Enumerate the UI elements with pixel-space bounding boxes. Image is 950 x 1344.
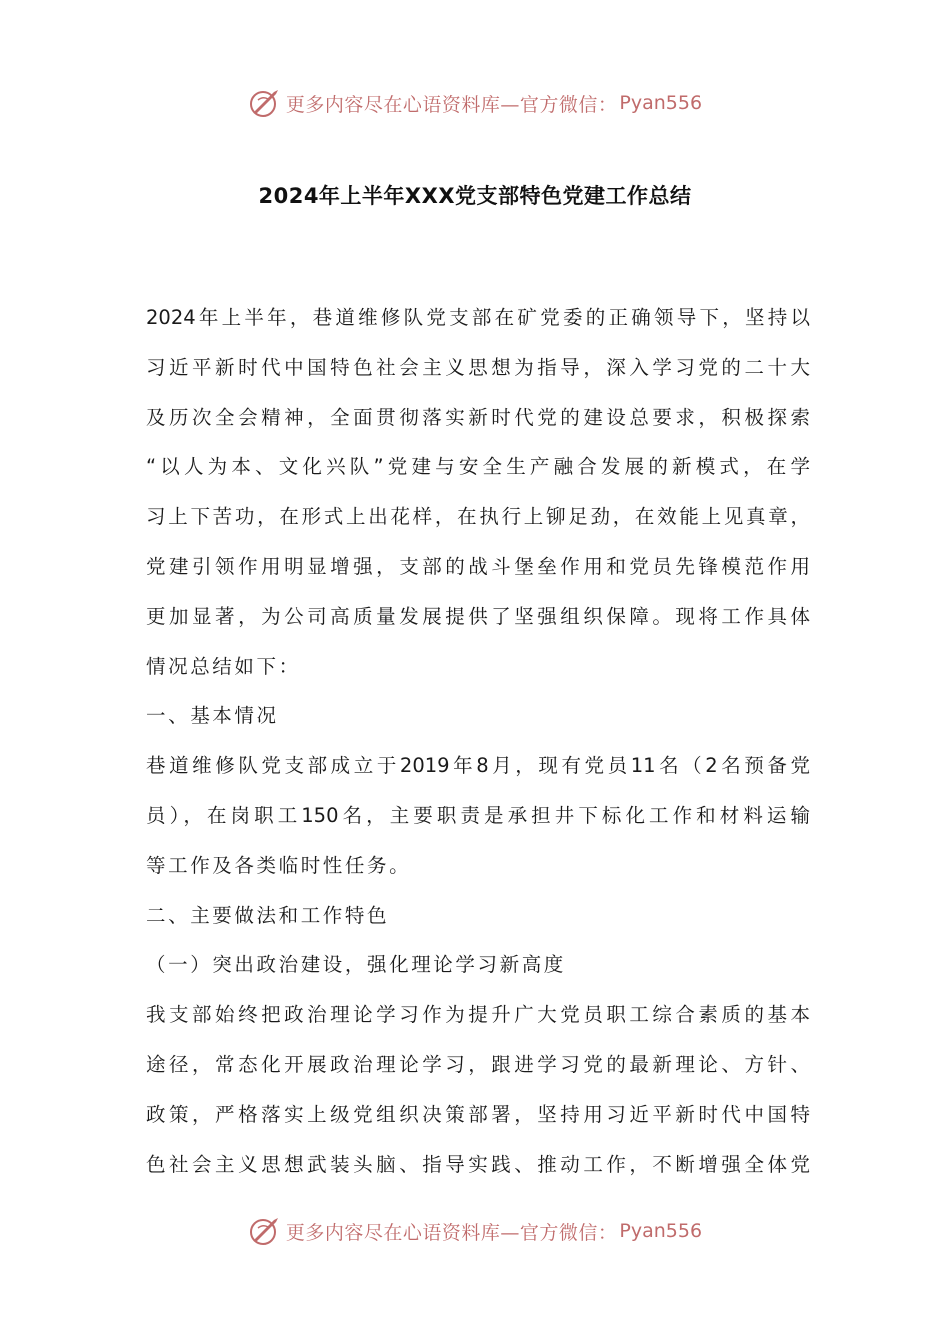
body-line: 党建引领作用明显增强，支部的战斗堡垒作用和党员先锋模范作用 [146,554,810,578]
watermark-header [0,83,950,123]
document-body [146,293,810,1189]
body-line: 色社会主义思想武装头脑、指导实践、推动工作，不断增强全体党 [146,1152,810,1176]
body-line: 情况总结如下： [146,654,301,678]
watermark-text: 更多内容尽在心语资料库—官方微信： [285,1221,618,1244]
watermark-text: 更多内容尽在心语资料库—官方微信： [285,93,618,116]
quill-logo-icon [248,1214,282,1248]
body-line: 我支部始终把政治理论学习作为提升广大党员职工综合素质的基本 [146,1003,810,1027]
watermark-footer [0,1211,950,1251]
section-heading: 一、基本情况 [146,704,279,728]
watermark-wechat-id: Pyan556 [619,1220,703,1242]
section-heading: 二、主要做法和工作特色 [146,903,390,927]
body-line: 2024年上半年，巷道维修队党支部在矿党委的正确领导下，坚持以 [146,306,810,329]
body-line: 巷道维修队党支部成立于2019年8月，现有党员11名（2名预备党 [146,754,810,778]
body-line: 途径，常态化开展政治理论学习，跟进学习党的最新理论、方针、 [146,1052,810,1076]
subsection-heading: （一）突出政治建设，强化理论学习新高度 [146,953,566,977]
body-line: 习上下苦功，在形式上出花样，在执行上铆足劲，在效能上见真章， [146,505,810,529]
body-line: 等工作及各类临时性任务。 [146,853,412,877]
document-title: 2024年上半年XXX党支部特色党建工作总结 [258,184,692,208]
body-line: “以人为本、文化兴队”党建与安全生产融合发展的新模式，在学 [146,455,810,479]
body-line: 及历次全会精神，全面贯彻落实新时代党的建设总要求，积极探索 [146,405,810,429]
body-line: 更加显著，为公司高质量发展提供了坚强组织保障。现将工作具体 [146,604,810,628]
body-line: 员），在岗职工150名，主要职责是承担井下标化工作和材料运输 [146,803,810,827]
body-line: 习近平新时代中国特色社会主义思想为指导，深入学习党的二十大 [146,355,810,379]
quill-logo-icon [248,86,282,120]
watermark-wechat-id: Pyan556 [619,92,703,114]
body-line: 政策，严格落实上级党组织决策部署，坚持用习近平新时代中国特 [146,1102,810,1126]
